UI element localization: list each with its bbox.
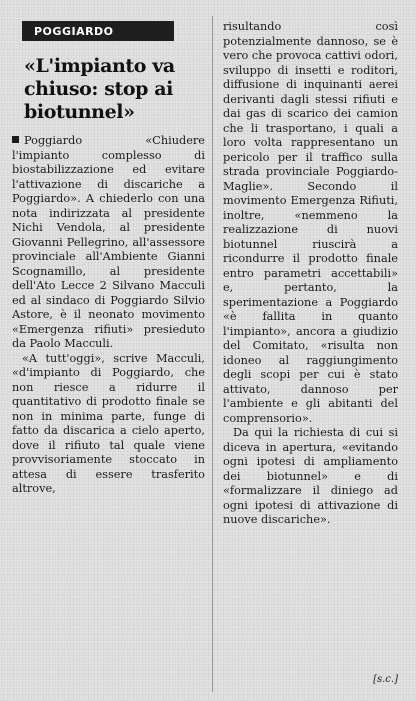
author-initials: [s.c.] <box>373 674 398 685</box>
section-kicker: POGGIARDO <box>22 21 174 41</box>
column-divider <box>212 16 213 692</box>
paragraph-right-1: risultando così potenzialmente dannoso, se è vero che provoca cattivi odori, sviluppo di insetti e roditori, diffusione di inquinanti aerei derivanti dagli stessi rifiuti e dai gas di scarico dei camion che li trasportano, i quali a loro volta rappresentano un pericolo per il traffico sulla strada provinciale Poggiardo-Maglie». Secondo il movimento Emergenza Rifiuti, inoltre, «nemmeno la realizzazione di nuovi biotunnel riuscirà a ricondurre il prodotto finale entro parametri accettabili» e, pertanto, la sperimentazione a Poggiardo «è fallita in quanto l'impianto», ancora a giudizio del Comitato, «risulta non idoneo al raggiungimento degli scopi per cui è stato attivato, dannoso per l'ambiente e gli abitanti del comprensorio». <box>223 20 398 425</box>
left-column <box>12 20 205 497</box>
paragraph-left-1-text: Poggiardo «Chiudere l'impianto complesso di biostabilizzazione ed evitare l'attivazione di discariche a Poggiardo». A chiederlo con una nota indirizzata al presidente Nichi Vendola, al presidente Giovanni Pellegrino, all'assessore provinciale all'Ambiente Gianni Scognamillo, al presidente dell'Ato Lecce 2 Silvano Macculi ed al sindaco di Poggiardo Silvio Astore, è il neonato movimento «Emergenza rifiuti» presieduto da Paolo Macculi. <box>12 134 205 350</box>
paragraph-right-2: Da qui la richiesta di cui si diceva in apertura, «evitando ogni ipotesi di ampliamento dei biotunnel» e di «formalizzare il diniego ad ogni ipotesi di attivazione di nuove discariche». <box>223 426 398 526</box>
article-headline: «L'impianto va chiuso: stop ai biotunnel» <box>24 55 175 123</box>
paragraph-left-2: «A tutt'oggi», scrive Macculi, «d'impianto di Poggiardo, che non riesce a ridurre il quantitativo di prodotto finale se non in minima parte, funge di fatto da discarica a cielo aperto, dove il rifiuto tal quale viene provvisoriamente stoccato in attesa di essere trasferito altrove, <box>12 351 205 495</box>
paragraph-left-1 <box>12 134 205 352</box>
bullet-marker <box>12 136 19 143</box>
right-column <box>223 20 398 528</box>
